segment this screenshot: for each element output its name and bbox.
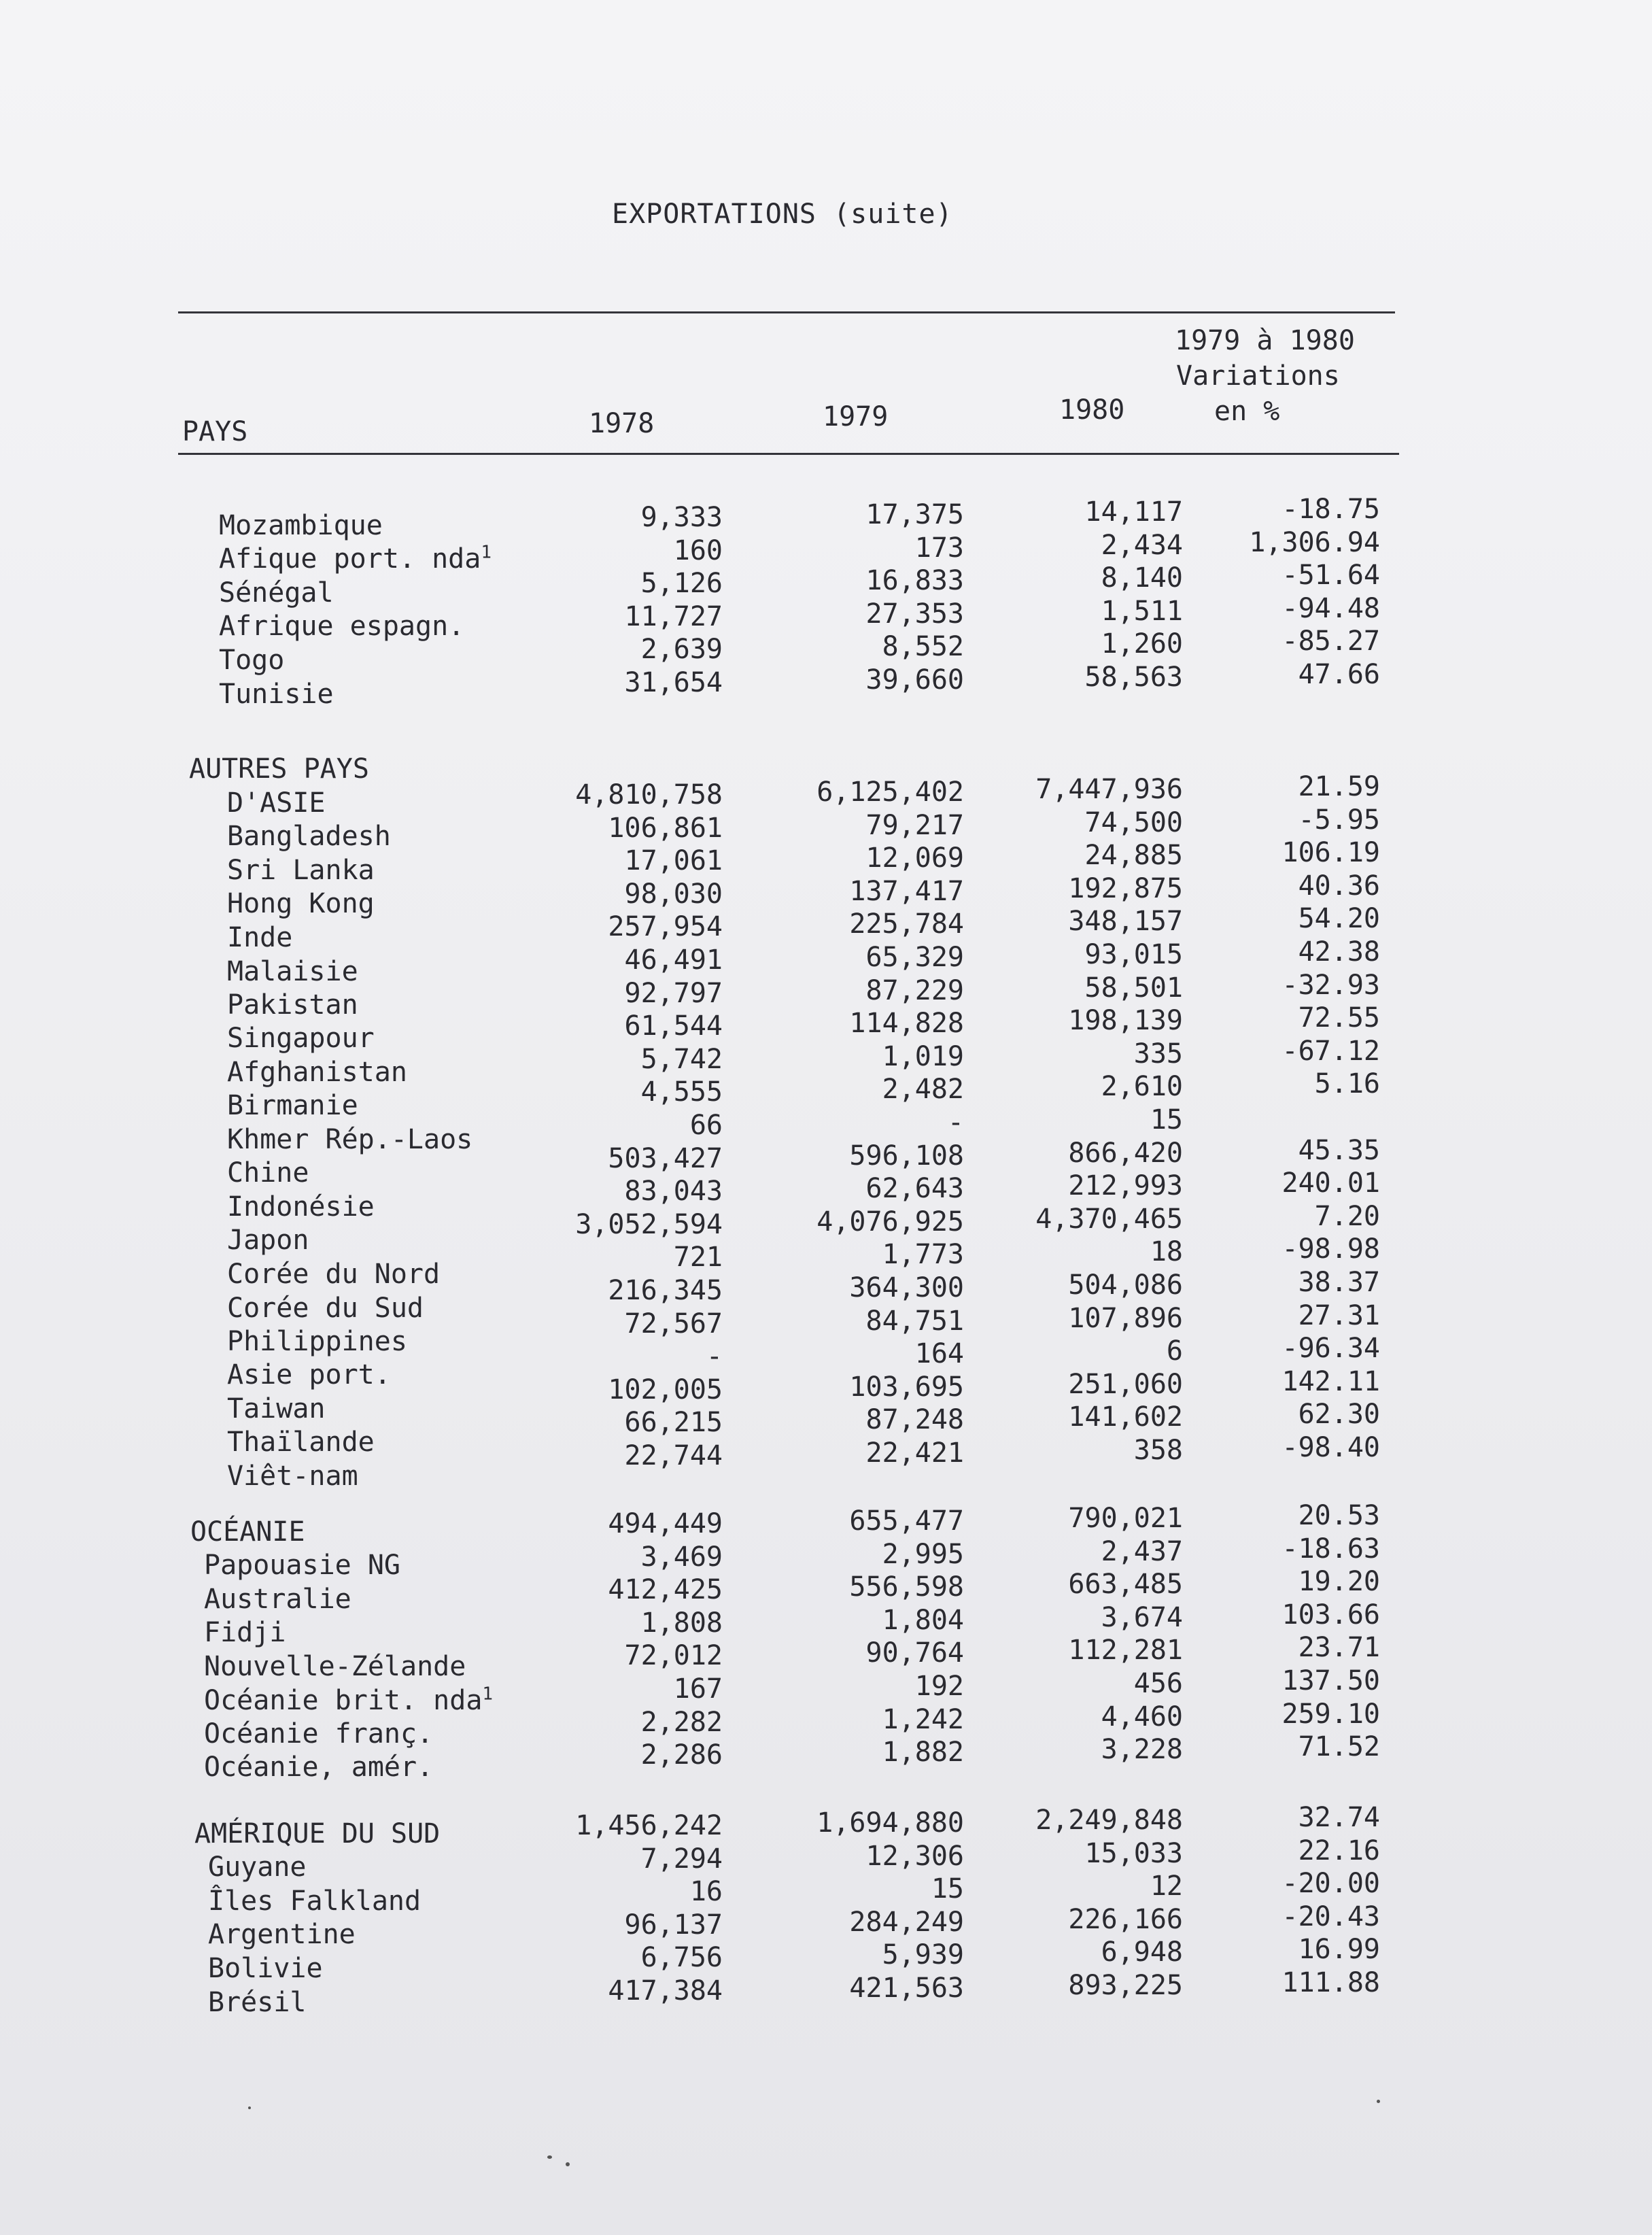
table-row: [0, 1835, 1652, 1883]
country-name: [204, 1752, 433, 1783]
country-name-text: Viêt-nam: [227, 1461, 358, 1492]
value-v1978: 72,012: [624, 1640, 723, 1672]
header-pays: PAYS: [182, 416, 248, 447]
value-v1979: 27,353: [865, 598, 964, 630]
value-v1980: 198,139: [1068, 1005, 1183, 1037]
value-v1980: 93,015: [1084, 939, 1183, 970]
value-v1980: 141,602: [1068, 1401, 1183, 1433]
value-var: -98.40: [1281, 1432, 1380, 1463]
value-var: 45.35: [1298, 1134, 1380, 1166]
value-v1979: 2,482: [882, 1074, 964, 1106]
value-var: 22.16: [1298, 1835, 1380, 1866]
value-var: 62.30: [1298, 1399, 1380, 1431]
header-variation-line1: 1979 à 1980: [1175, 325, 1355, 356]
value-v1978: 6,756: [640, 1942, 723, 1974]
value-v1978: 102,005: [608, 1374, 723, 1405]
value-v1980: 212,993: [1068, 1170, 1183, 1202]
value-v1980: 7,447,936: [1035, 774, 1183, 805]
country-name-text: D'ASIE: [227, 787, 326, 819]
value-v1979: 62,643: [865, 1173, 964, 1205]
value-v1978: -: [706, 1341, 723, 1373]
value-v1980: 15,033: [1084, 1837, 1183, 1869]
value-v1978: 92,797: [624, 977, 723, 1009]
value-v1979: 6,125,402: [816, 777, 964, 808]
country-name-text: Corée du Nord: [227, 1258, 441, 1290]
value-v1978: 412,425: [608, 1574, 723, 1606]
header-bottom-rule: [178, 453, 1399, 455]
scan-speck: [1377, 2100, 1380, 2103]
footnote-marker: 1: [481, 543, 492, 564]
value-v1979: 22,421: [865, 1437, 964, 1469]
value-v1979: 16,833: [865, 565, 964, 597]
value-v1978: 721: [673, 1242, 723, 1274]
country-name: [227, 1461, 358, 1492]
value-var: -18.75: [1281, 494, 1380, 525]
value-v1980: 58,563: [1084, 662, 1183, 693]
value-v1978: 16: [689, 1876, 723, 1908]
section-label: AUTRES PAYS: [189, 753, 369, 785]
country-name: [208, 1987, 307, 2018]
value-v1978: 9,333: [640, 502, 723, 533]
country-name-text: Sénégal: [219, 577, 334, 609]
value-var: 142.11: [1281, 1365, 1380, 1397]
table-row-heading: [0, 1802, 1652, 1849]
value-v1980: 348,157: [1068, 906, 1183, 938]
country-name-text: Brésil: [208, 1986, 307, 2018]
value-v1979: 1,882: [882, 1737, 964, 1769]
country-name-text: Bangladesh: [227, 821, 391, 853]
value-var: 27.31: [1298, 1299, 1380, 1331]
scan-speck: [566, 2162, 570, 2166]
value-v1979: 8,552: [882, 631, 964, 663]
value-v1978: 22,744: [624, 1440, 723, 1471]
value-var: 5.16: [1314, 1068, 1380, 1100]
country-name-text: Thaïlande: [227, 1427, 375, 1458]
value-v1978: 417,384: [608, 1975, 723, 2007]
value-v1980: 456: [1133, 1668, 1183, 1699]
value-var: 71.52: [1298, 1731, 1380, 1763]
value-v1978: 257,954: [608, 911, 723, 943]
value-var: 16.99: [1298, 1934, 1380, 1966]
value-v1978: 106,861: [608, 812, 723, 844]
country-name-text: Papouasie NG: [204, 1550, 400, 1582]
value-v1979: 164: [914, 1338, 964, 1370]
table-row: [0, 771, 1652, 819]
value-v1980: 2,434: [1101, 529, 1183, 561]
country-name-text: Asie port.: [227, 1359, 391, 1391]
country-name-text: Togo: [219, 644, 285, 676]
value-v1979: 364,300: [849, 1272, 964, 1303]
value-v1980: 335: [1133, 1038, 1183, 1070]
value-v1979: 5,939: [882, 1939, 964, 1971]
value-var: 106.19: [1281, 837, 1380, 869]
value-var: 20.53: [1298, 1500, 1380, 1531]
value-var: 42.38: [1298, 936, 1380, 968]
country-name-text: Singapour: [227, 1023, 375, 1055]
value-var: -67.12: [1281, 1035, 1380, 1067]
value-v1980: 2,249,848: [1035, 1805, 1183, 1836]
value-v1980: 2,437: [1101, 1535, 1183, 1567]
value-v1980: 107,896: [1068, 1302, 1183, 1334]
value-v1980: 3,674: [1101, 1601, 1183, 1633]
value-v1980: 6,948: [1101, 1937, 1183, 1968]
header-1979: 1979: [823, 401, 889, 432]
value-var: 32.74: [1298, 1802, 1380, 1833]
country-name-text: Tunisie: [219, 678, 334, 710]
country-name-text: Océanie franç.: [204, 1718, 434, 1750]
value-var: 23.71: [1298, 1632, 1380, 1664]
value-v1980: 790,021: [1068, 1503, 1183, 1534]
value-var: 111.88: [1281, 1967, 1380, 1998]
value-v1980: 24,885: [1084, 840, 1183, 872]
header-variation-line3: en %: [1214, 396, 1280, 427]
footnote-marker: 1: [482, 1684, 494, 1705]
value-var: 240.01: [1281, 1167, 1380, 1199]
value-v1980: 58,501: [1084, 972, 1183, 1004]
value-v1978: 3,469: [640, 1541, 723, 1573]
value-v1980: 112,281: [1068, 1635, 1183, 1667]
country-name-text: Mozambique: [219, 510, 383, 541]
value-v1980: 4,370,465: [1035, 1203, 1183, 1235]
value-v1979: 1,773: [882, 1239, 964, 1271]
value-v1980: 893,225: [1068, 1970, 1183, 2001]
value-v1979: 556,598: [849, 1571, 964, 1603]
country-name-text: Océanie brit. nda: [204, 1684, 483, 1716]
country-name-text: AMÉRIQUE DU SUD: [194, 1818, 441, 1849]
value-v1978: 3,052,594: [575, 1208, 723, 1240]
country-name-text: Océanie, amér.: [204, 1752, 434, 1784]
value-v1980: 15: [1150, 1104, 1183, 1136]
value-v1979: -: [947, 1107, 964, 1138]
value-var: 72.55: [1298, 1002, 1380, 1034]
value-v1979: 137,417: [849, 875, 964, 907]
header-variation-line2: Variations: [1176, 360, 1340, 392]
table-row-heading: [0, 1500, 1652, 1548]
value-v1979: 596,108: [849, 1140, 964, 1172]
value-v1980: 866,420: [1068, 1137, 1183, 1169]
value-v1979: 12,069: [865, 842, 964, 874]
country-name-text: Bolivie: [208, 1952, 323, 1984]
country-name-text: Pakistan: [227, 989, 358, 1021]
value-var: -94.48: [1281, 592, 1380, 624]
country-name-text: Australie: [204, 1583, 351, 1615]
value-v1978: 1,456,242: [575, 1810, 723, 1841]
value-v1980: 504,086: [1068, 1269, 1183, 1301]
country-name-text: Chine: [227, 1157, 309, 1189]
value-v1979: 84,751: [865, 1305, 964, 1337]
value-v1978: 4,810,758: [575, 779, 723, 811]
value-v1979: 421,563: [849, 1973, 964, 2004]
scan-speck: [248, 2106, 251, 2109]
country-name-text: Khmer Rép.-Laos: [227, 1124, 473, 1155]
country-name-text: Birmanie: [227, 1090, 358, 1122]
value-var: -32.93: [1281, 969, 1380, 1001]
value-v1978: 61,544: [624, 1010, 723, 1042]
value-v1978: 5,742: [640, 1043, 723, 1075]
country-name: [219, 679, 334, 710]
value-v1979: 103,695: [849, 1371, 964, 1403]
value-v1979: 2,995: [882, 1538, 964, 1570]
value-v1980: 226,166: [1068, 1903, 1183, 1935]
value-v1979: 87,229: [865, 974, 964, 1006]
value-v1978: 7,294: [640, 1843, 723, 1875]
value-v1979: 655,477: [849, 1505, 964, 1537]
country-name-text: Japon: [227, 1225, 309, 1257]
value-v1979: 15: [931, 1873, 964, 1905]
country-name-text: Guyane: [208, 1852, 307, 1883]
header-top-rule: [178, 311, 1395, 313]
value-var: 38.37: [1298, 1267, 1380, 1298]
value-v1978: 1,808: [640, 1607, 723, 1639]
table-row: [0, 1432, 1652, 1492]
value-v1979: 90,764: [865, 1637, 964, 1669]
value-v1978: 83,043: [624, 1176, 723, 1208]
value-v1980: 358: [1133, 1435, 1183, 1466]
country-name-text: Îles Falkland: [208, 1885, 421, 1917]
table-row: [0, 526, 1652, 575]
value-v1978: 2,639: [640, 634, 723, 666]
value-v1978: 11,727: [624, 600, 723, 632]
country-name-text: Indonésie: [227, 1191, 375, 1223]
value-v1978: 167: [673, 1673, 723, 1705]
value-var: -98.98: [1281, 1233, 1380, 1265]
value-v1978: 5,126: [640, 568, 723, 600]
page-title: EXPORTATIONS (suite): [612, 199, 953, 230]
value-var: -20.43: [1281, 1900, 1380, 1932]
value-v1979: 1,804: [882, 1604, 964, 1636]
value-v1979: 173: [914, 532, 964, 564]
value-v1978: 31,654: [624, 667, 723, 698]
value-v1978: 2,282: [640, 1706, 723, 1738]
value-v1979: 79,217: [865, 809, 964, 841]
value-var: 19.20: [1298, 1566, 1380, 1598]
value-v1980: 1,511: [1101, 595, 1183, 627]
value-v1978: 216,345: [608, 1275, 723, 1306]
value-v1978: 66,215: [624, 1407, 723, 1439]
country-name-text: Fidji: [204, 1617, 286, 1649]
value-v1980: 663,485: [1068, 1569, 1183, 1601]
table-row: [0, 494, 1652, 541]
value-v1980: 4,460: [1101, 1701, 1183, 1733]
country-name-text: Hong Kong: [227, 888, 375, 920]
value-var: 47.66: [1298, 659, 1380, 690]
value-v1980: 6: [1166, 1335, 1183, 1367]
value-v1978: 17,061: [624, 845, 723, 877]
value-v1979: 17,375: [865, 499, 964, 530]
value-var: -96.34: [1281, 1333, 1380, 1365]
value-v1978: 98,030: [624, 878, 723, 910]
value-var: 7.20: [1314, 1200, 1380, 1232]
country-name-text: Afique port. nda: [219, 543, 481, 575]
value-v1980: 18: [1150, 1236, 1183, 1268]
value-var: -18.63: [1281, 1533, 1380, 1565]
value-v1980: 1,260: [1101, 628, 1183, 660]
value-v1979: 284,249: [849, 1906, 964, 1938]
country-name-text: Afrique espagn.: [219, 611, 465, 643]
value-v1978: 72,567: [624, 1308, 723, 1340]
value-v1978: 494,449: [608, 1508, 723, 1539]
value-var: 1,306.94: [1249, 526, 1380, 558]
value-v1979: 65,329: [865, 942, 964, 973]
value-v1979: 1,019: [882, 1040, 964, 1072]
country-name-text: Inde: [227, 921, 293, 953]
value-v1980: 192,875: [1068, 872, 1183, 904]
country-name-text: Taiwan: [227, 1393, 326, 1424]
value-v1980: 3,228: [1101, 1734, 1183, 1766]
country-name-text: Malaisie: [227, 955, 358, 987]
value-v1978: 46,491: [624, 944, 723, 976]
value-v1979: 192: [914, 1671, 964, 1702]
value-var: -85.27: [1281, 626, 1380, 658]
value-v1978: 4,555: [640, 1076, 723, 1108]
scan-speck: [547, 2155, 552, 2159]
value-v1979: 1,694,880: [816, 1807, 964, 1839]
value-v1978: 2,286: [640, 1739, 723, 1771]
country-name-text: Afghanistan: [227, 1056, 407, 1088]
value-var: 40.36: [1298, 870, 1380, 902]
value-var: 54.20: [1298, 903, 1380, 935]
value-v1979: 225,784: [849, 908, 964, 940]
header-1978: 1978: [589, 408, 655, 439]
value-v1979: 39,660: [865, 664, 964, 696]
value-v1979: 4,076,925: [816, 1206, 964, 1238]
value-v1979: 87,248: [865, 1404, 964, 1436]
value-v1980: 2,610: [1101, 1071, 1183, 1103]
value-v1979: 12,306: [865, 1840, 964, 1872]
value-v1980: 14,117: [1084, 496, 1183, 528]
value-var: -5.95: [1298, 804, 1380, 836]
value-v1978: 96,137: [624, 1909, 723, 1941]
value-var: -51.64: [1281, 560, 1380, 592]
value-var: 103.66: [1281, 1599, 1380, 1631]
value-v1978: 160: [673, 534, 723, 566]
value-var: 21.59: [1298, 771, 1380, 802]
value-v1980: 8,140: [1101, 562, 1183, 594]
value-v1979: 114,828: [849, 1008, 964, 1040]
value-v1979: 1,242: [882, 1703, 964, 1735]
value-var: -20.00: [1281, 1868, 1380, 1900]
country-name-text: Sri Lanka: [227, 854, 375, 886]
value-v1978: 66: [689, 1110, 723, 1141]
header-1980: 1980: [1059, 394, 1125, 426]
value-var: 137.50: [1281, 1665, 1380, 1696]
value-v1980: 251,060: [1068, 1368, 1183, 1400]
country-name-text: Corée du Sud: [227, 1292, 424, 1324]
value-v1978: 503,427: [608, 1142, 723, 1174]
value-v1980: 74,500: [1084, 806, 1183, 838]
country-name-text: Philippines: [227, 1325, 407, 1357]
value-var: 259.10: [1281, 1698, 1380, 1730]
value-v1980: 12: [1150, 1871, 1183, 1903]
country-name-text: Argentine: [208, 1919, 356, 1951]
country-name-text: Nouvelle-Zélande: [204, 1650, 466, 1682]
country-name-text: OCÉANIE: [190, 1516, 305, 1548]
